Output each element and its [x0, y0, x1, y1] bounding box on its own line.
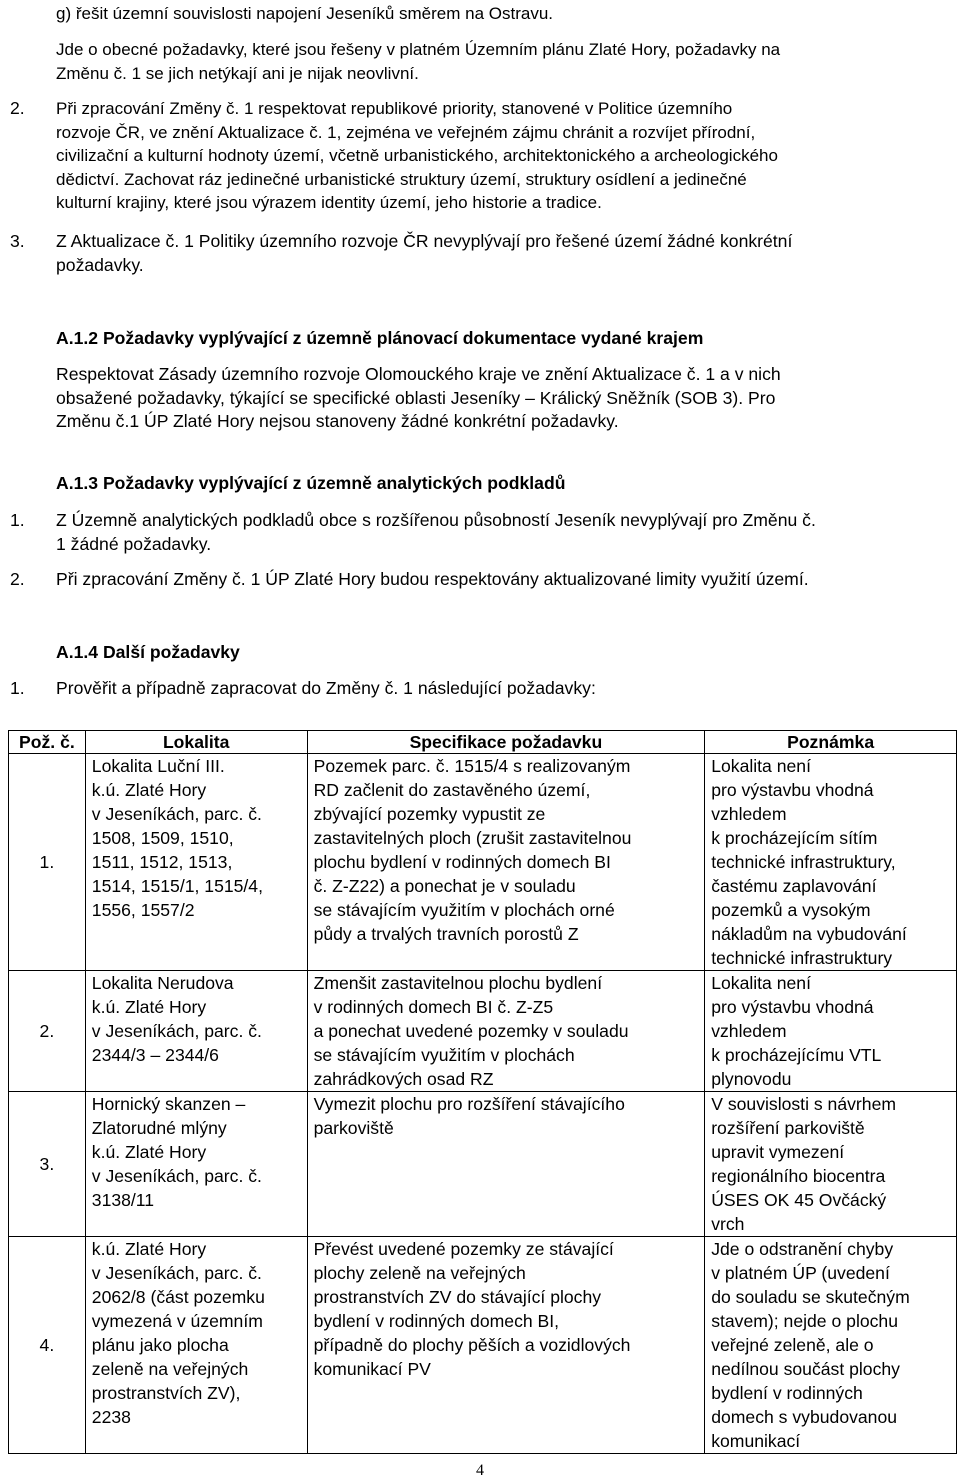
- note-line: Lokalita není: [711, 756, 811, 776]
- lokalita-line: k.ú. Zlaté Hory: [91, 997, 207, 1017]
- cell-note: [705, 1092, 957, 1237]
- general-line: Změnu č. 1 se jich netýkají ani je nijak neovlivní.: [56, 63, 419, 83]
- a13-item1-line: 1 žádné požadavky.: [56, 533, 212, 554]
- lokalita-line: v Jeseníkách, parc. č.: [91, 804, 262, 824]
- note-line: komunikací: [711, 1431, 801, 1451]
- note-line: ÚSES OK 45 Ovčácký: [711, 1190, 887, 1210]
- lokalita-line: Hornický skanzen –: [91, 1094, 246, 1114]
- cell-lokalita: [85, 971, 307, 1092]
- spec-line: plochy zeleně na veřejných: [313, 1263, 526, 1283]
- section-a12-paragraph: [56, 363, 956, 434]
- item2-line: dědictví. Zachovat ráz jedinečné urbanistické struktury území, struktury osídlení a jedinečné: [56, 169, 747, 189]
- spec-line: případně do plochy pěších a vozidlových: [313, 1335, 631, 1355]
- a12-line: Respektovat Zásady územního rozvoje Olomouckého kraje ve znění Aktualizace č. 1 a v nich: [56, 364, 781, 384]
- note-line: pro výstavbu vhodná: [711, 780, 874, 800]
- a14-item1-line: Prověřit a případně zapracovat do Změny č. 1 následující požadavky:: [56, 678, 596, 698]
- note-line: nedílnou součást plochy: [711, 1359, 900, 1379]
- note-line: do souladu se skutečným: [711, 1287, 910, 1307]
- a12-line: Změnu č.1 ÚP Zlaté Hory nejsou stanoveny žádné konkrétní požadavky.: [56, 411, 619, 431]
- note-line: častému zaplavování: [711, 876, 877, 896]
- spec-line: zbývající pozemky vypustit ze: [313, 804, 546, 824]
- table-header-row: [9, 731, 957, 754]
- note-line: nákladům na vybudování: [711, 924, 907, 944]
- header-no: Pož. č.: [9, 731, 86, 754]
- a13-item1-number: 1.: [10, 510, 25, 530]
- cell-note: [705, 1237, 957, 1454]
- lokalita-line: 1514, 1515/1, 1515/4,: [91, 876, 263, 896]
- header-note: Poznámka: [705, 731, 957, 754]
- spec-line: plochu bydlení v rodinných domech BI: [313, 852, 611, 872]
- note-line: vrch: [711, 1214, 745, 1234]
- header-spec: Specifikace požadavku: [307, 731, 705, 754]
- lokalita-line: k.ú. Zlaté Hory: [91, 1239, 207, 1259]
- spec-line: RD začlenit do zastavěného území,: [313, 780, 591, 800]
- spec-line: parkoviště: [313, 1118, 394, 1138]
- note-line: pro výstavbu vhodná: [711, 997, 874, 1017]
- item-g: [56, 2, 956, 26]
- cell-note: [705, 754, 957, 971]
- a13-item1-paragraph: [56, 509, 956, 556]
- a12-line: obsažené požadavky, týkající se specifické oblasti Jeseníky – Králický Sněžník (SOB 3). Pro: [56, 387, 776, 408]
- table-row: [9, 754, 957, 971]
- lokalita-line: 1511, 1512, 1513,: [91, 852, 233, 872]
- spec-line: bydlení v rodinných domech BI,: [313, 1311, 560, 1331]
- header-lokalita: Lokalita: [85, 731, 307, 754]
- cell-spec: [307, 1237, 705, 1454]
- lokalita-line: v Jeseníkách, parc. č.: [91, 1166, 262, 1186]
- lokalita-line: 3138/11: [91, 1190, 155, 1210]
- cell-lokalita: [85, 1237, 307, 1454]
- general-line: Jde o obecné požadavky, které jsou řešeny v platném Územním plánu Zlaté Hory, požadavky na: [56, 40, 781, 59]
- section-a12-heading: A.1.2 Požadavky vyplývající z územně plánovací dokumentace vydané krajem: [56, 328, 704, 348]
- spec-line: se stávajícím využitím v plochách: [313, 1045, 575, 1065]
- note-line: k procházejícímu VTL: [711, 1045, 882, 1065]
- spec-line: v rodinných domech BI č. Z-Z5: [313, 997, 554, 1017]
- lokalita-line: 2344/3 – 2344/6: [91, 1045, 219, 1065]
- note-line: stavem); nejde o plochu: [711, 1311, 898, 1331]
- spec-line: prostranstvích ZV do stávající plochy: [313, 1287, 602, 1307]
- lokalita-line: k.ú. Zlaté Hory: [91, 780, 207, 800]
- cell-spec: [307, 754, 705, 971]
- item2-line: civilizační a kulturní hodnoty území, včetně urbanistického, architektonického a archeologického: [56, 146, 778, 165]
- cell-note: [705, 971, 957, 1092]
- note-line: Lokalita není: [711, 973, 811, 993]
- lokalita-line: 2062/8 (část pozemku: [91, 1287, 265, 1307]
- note-line: upravit vymezení: [711, 1142, 845, 1162]
- item3-line: požadavky.: [56, 254, 144, 275]
- note-line: v platném ÚP (uvedení: [711, 1263, 890, 1283]
- lokalita-line: 2238: [91, 1407, 131, 1427]
- spec-line: Zmenšit zastavitelnou plochu bydlení: [313, 973, 603, 993]
- item2-line: kulturní krajiny, které jsou výrazem identity území, jeho historie a tradice.: [56, 193, 602, 212]
- row-number: 1.: [9, 754, 86, 971]
- note-line: Jde o odstranění chyby: [711, 1239, 894, 1259]
- item-g-text: g) řešit územní souvislosti napojení Jeseníků směrem na Ostravu.: [56, 4, 553, 23]
- cell-lokalita: [85, 1092, 307, 1237]
- lokalita-line: prostranstvích ZV),: [91, 1383, 241, 1403]
- lokalita-line: v Jeseníkách, parc. č.: [91, 1263, 262, 1283]
- item2-line: Při zpracování Změny č. 1 respektovat republikové priority, stanovené v Politice územního: [56, 99, 733, 118]
- lokalita-line: k.ú. Zlaté Hory: [91, 1142, 207, 1162]
- note-line: regionálního biocentra: [711, 1166, 886, 1186]
- table-row: [9, 971, 957, 1092]
- note-line: rozšíření parkoviště: [711, 1118, 865, 1138]
- item2-line: rozvoje ČR, ve znění Aktualizace č. 1, zejména ve veřejném zájmu chránit a rozvíjet přírodní,: [56, 122, 756, 142]
- lokalita-line: 1508, 1509, 1510,: [91, 828, 234, 848]
- a13-item2-number: 2.: [10, 569, 25, 589]
- lokalita-line: plánu jako plocha: [91, 1335, 229, 1355]
- lokalita-line: 1556, 1557/2: [91, 900, 195, 920]
- a13-item2-paragraph: [56, 568, 956, 592]
- spec-line: č. Z-Z22) a ponechat je v souladu: [313, 876, 576, 896]
- requirements-table: [8, 730, 957, 1454]
- lokalita-line: vymezená v územním: [91, 1311, 263, 1331]
- note-line: vzhledem: [711, 804, 787, 824]
- cell-lokalita: [85, 754, 307, 971]
- item2-paragraph: [56, 97, 956, 215]
- spec-line: zahrádkových osad RZ: [313, 1069, 494, 1089]
- spec-line: zastavitelných ploch (zrušit zastavitelnou: [313, 828, 632, 848]
- spec-line: se stávajícím využitím v plochách orné: [313, 900, 615, 920]
- row-number: 2.: [9, 971, 86, 1092]
- note-line: pozemků a vysokým: [711, 900, 871, 920]
- a14-item1-number: 1.: [10, 678, 25, 698]
- note-line: V souvislosti s návrhem: [711, 1094, 897, 1114]
- a13-item2-line: Při zpracování Změny č. 1 ÚP Zlaté Hory budou respektovány aktualizované limity využití území.: [56, 569, 809, 589]
- item3-number: 3.: [10, 231, 25, 251]
- spec-line: komunikací PV: [313, 1359, 431, 1379]
- note-line: veřejné zeleně, ale o: [711, 1335, 874, 1355]
- a13-item1-line: Z Územně analytických podkladů obce s rozšířenou působností Jeseník nevyplývají pro Změnu č.: [56, 510, 816, 530]
- table-row: [9, 1092, 957, 1237]
- lokalita-line: v Jeseníkách, parc. č.: [91, 1021, 262, 1041]
- general-paragraph: [56, 38, 956, 85]
- note-line: technické infrastruktury,: [711, 852, 896, 872]
- row-number: 4.: [9, 1237, 86, 1454]
- lokalita-line: Zlatorudné mlýny: [91, 1118, 227, 1138]
- spec-line: Vymezit plochu pro rozšíření stávajícího: [313, 1094, 625, 1114]
- spec-line: a ponechat uvedené pozemky v souladu: [313, 1021, 629, 1041]
- note-line: vzhledem: [711, 1021, 787, 1041]
- note-line: bydlení v rodinných: [711, 1383, 863, 1403]
- note-line: domech s vybudovanou: [711, 1407, 898, 1427]
- lokalita-line: Lokalita Nerudova: [91, 973, 234, 993]
- lokalita-line: Lokalita Luční III.: [91, 756, 225, 776]
- cell-spec: [307, 1092, 705, 1237]
- item3-paragraph: [56, 230, 956, 277]
- page-number: 4: [476, 1462, 484, 1479]
- lokalita-line: zeleně na veřejných: [91, 1359, 249, 1379]
- spec-line: Pozemek parc. č. 1515/4 s realizovaným: [313, 756, 631, 776]
- note-line: plynovodu: [711, 1069, 792, 1089]
- row-number: 3.: [9, 1092, 86, 1237]
- spec-line: Převést uvedené pozemky ze stávající: [313, 1239, 614, 1259]
- note-line: technické infrastruktury: [711, 948, 893, 968]
- spec-line: půdy a trvalých travních porostů Z: [313, 924, 579, 944]
- section-a13-heading: A.1.3 Požadavky vyplývající z územně analytických podkladů: [56, 473, 566, 493]
- a14-item1-paragraph: [56, 677, 956, 701]
- item3-line: Z Aktualizace č. 1 Politiky územního rozvoje ČR nevyplývají pro řešené území žádné konkrétní: [56, 231, 793, 251]
- note-line: k procházejícím sítím: [711, 828, 878, 848]
- cell-spec: [307, 971, 705, 1092]
- section-a14-heading: A.1.4 Další požadavky: [56, 642, 240, 662]
- table-row: [9, 1237, 957, 1454]
- item2-number: 2.: [10, 98, 25, 118]
